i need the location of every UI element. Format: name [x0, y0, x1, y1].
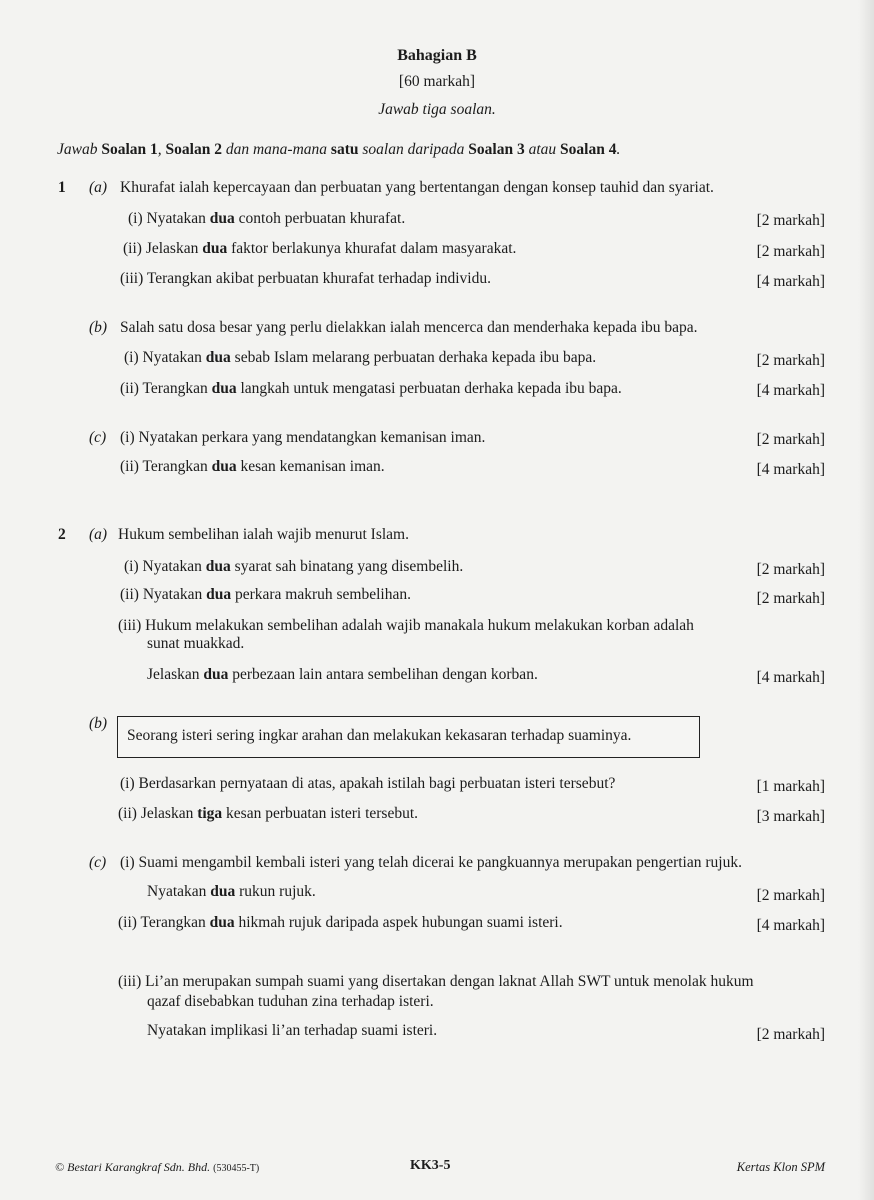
question-1a-label: (a) — [89, 179, 108, 196]
question-2c-i-line1: (i) Suami mengambil kembali isteri yang telah dicerai ke pangkuannya merupakan pengertian rujuk. — [120, 854, 742, 871]
question-2-number: 2 — [58, 526, 66, 543]
question-2a-iii-line1: (iii) Hukum melakukan sembelihan adalah wajib manakala hukum melakukan korban adalah — [118, 617, 694, 634]
question-1b-label: (b) — [89, 319, 108, 336]
question-2a-label: (a) — [89, 526, 108, 543]
footer-page-code: KK3-5 — [410, 1158, 451, 1173]
question-2b-ii-marks: [3 markah] — [756, 808, 825, 825]
question-2a-iii-task: Jelaskan dua perbezaan lain antara sembelihan dengan korban. — [147, 666, 538, 683]
footer-paper-name: Kertas Klon SPM — [736, 1160, 825, 1174]
question-2c-iii-line1: (iii) Li’an merupakan sumpah suami yang disertakan dengan laknat Allah SWT untuk menolak hukum — [118, 973, 754, 990]
question-1c-ii: (ii) Terangkan dua kesan kemanisan iman. — [120, 458, 385, 475]
question-2c-ii: (ii) Terangkan dua hikmah rujuk daripada aspek hubungan suami isteri. — [118, 914, 563, 931]
question-2a-iii-marks: [4 markah] — [756, 669, 825, 686]
question-2a-stem: Hukum sembelihan ialah wajib menurut Islam. — [118, 526, 409, 543]
question-2b-statement: Seorang isteri sering ingkar arahan dan melakukan kekasaran terhadap suaminya. — [127, 727, 632, 744]
question-1c-i-marks: [2 markah] — [756, 431, 825, 448]
question-1a-iii: (iii) Terangkan akibat perbuatan khurafat terhadap individu. — [120, 270, 491, 287]
question-1a-i-marks: [2 markah] — [756, 212, 825, 229]
question-1c-i: (i) Nyatakan perkara yang mendatangkan kemanisan iman. — [120, 429, 486, 446]
question-2a-i: (i) Nyatakan dua syarat sah binatang yang disembelih. — [124, 558, 464, 575]
question-2c-iii-line2: qazaf disebabkan tuduhan zina terhadap isteri. — [147, 993, 434, 1010]
question-1-number: 1 — [58, 179, 66, 196]
question-1b-ii-marks: [4 markah] — [756, 382, 825, 399]
question-1b-ii: (ii) Terangkan dua langkah untuk mengatasi perbuatan derhaka kepada ibu bapa. — [120, 380, 622, 397]
question-1a-ii-marks: [2 markah] — [756, 243, 825, 260]
question-2b-i: (i) Berdasarkan pernyataan di atas, apakah istilah bagi perbuatan isteri tersebut? — [120, 775, 616, 792]
question-2b-label: (b) — [89, 715, 108, 732]
question-1a-i: (i) Nyatakan dua contoh perbuatan khurafat. — [128, 210, 406, 227]
question-2c-label: (c) — [89, 854, 107, 871]
question-1c-label: (c) — [89, 429, 107, 446]
question-2a-ii-marks: [2 markah] — [756, 590, 825, 607]
question-2a-i-marks: [2 markah] — [756, 561, 825, 578]
question-2b-i-marks: [1 markah] — [756, 778, 825, 795]
section-title: Bahagian B — [397, 47, 477, 64]
answer-instruction: Jawab Soalan 1, Soalan 2 dan mana-mana satu soalan daripada Soalan 3 atau Soalan 4. — [57, 141, 621, 158]
question-1b-i-marks: [2 markah] — [756, 352, 825, 369]
question-2c-iii-task: Nyatakan implikasi li’an terhadap suami isteri. — [147, 1022, 438, 1039]
question-1a-stem: Khurafat ialah kepercayaan dan perbuatan yang bertentangan dengan konsep tauhid dan syariat. — [120, 179, 714, 196]
question-2b-ii: (ii) Jelaskan tiga kesan perbuatan isteri tersebut. — [118, 805, 419, 822]
question-2c-ii-marks: [4 markah] — [756, 917, 825, 934]
question-1b-i: (i) Nyatakan dua sebab Islam melarang perbuatan derhaka kepada ibu bapa. — [124, 349, 597, 366]
question-2a-ii: (ii) Nyatakan dua perkara makruh sembelihan. — [120, 586, 411, 603]
footer-publisher: © Bestari Karangkraf Sdn. Bhd. (530455-T) — [55, 1160, 260, 1174]
total-marks: [60 markah] — [398, 73, 476, 90]
question-1c-ii-marks: [4 markah] — [756, 461, 825, 478]
answer-three-instruction: Jawab tiga soalan. — [378, 101, 496, 118]
question-2b-statement-box — [117, 716, 700, 758]
page-edge-shadow — [858, 0, 874, 1200]
question-1a-iii-marks: [4 markah] — [756, 273, 825, 290]
question-2c-i-task: Nyatakan dua rukun rujuk. — [147, 883, 316, 900]
question-1b-stem: Salah satu dosa besar yang perlu dielakkan ialah mencerca dan menderhaka kepada ibu bapa. — [120, 319, 698, 336]
question-2a-iii-line2: sunat muakkad. — [147, 635, 245, 652]
question-1a-ii: (ii) Jelaskan dua faktor berlakunya khurafat dalam masyarakat. — [123, 240, 517, 257]
question-2c-i-marks: [2 markah] — [756, 887, 825, 904]
question-2c-iii-marks: [2 markah] — [756, 1026, 825, 1043]
